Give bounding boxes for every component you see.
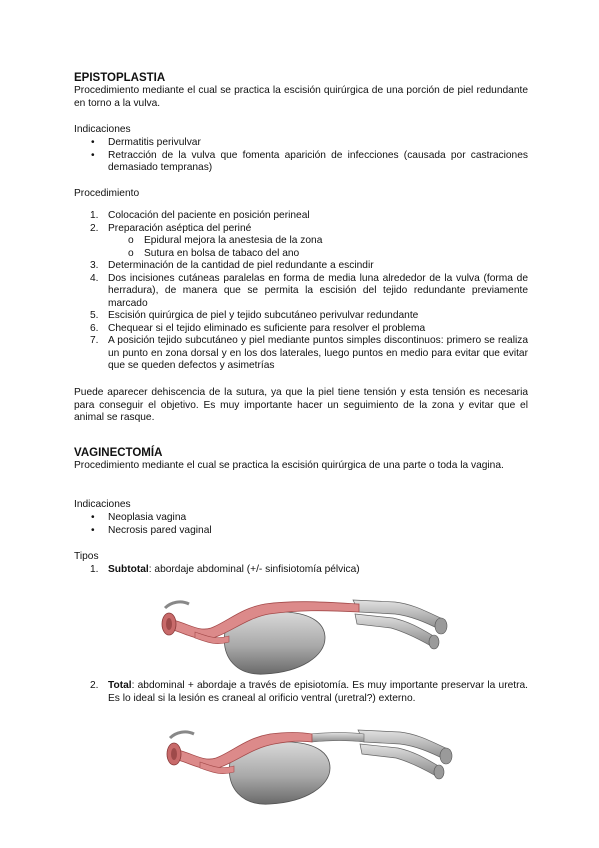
- list-item: o Sutura en bolsa de tabaco del ano: [128, 247, 300, 259]
- epistoplastia-indications-list: [74, 137, 528, 175]
- epistoplastia-steps-list: [74, 210, 528, 373]
- epistoplastia-indications-label: Indicaciones: [74, 124, 131, 135]
- list-item: 2. Preparación aséptica del periné: [90, 222, 252, 234]
- epistoplastia-definition: Procedimiento mediante el cual se practica la escisión quirúrgica de una porción de piel redundante en torno a la vulva.: [74, 85, 528, 109]
- vaginectomia-types-label: Tipos: [74, 551, 99, 562]
- vaginectomia-type-2: [74, 680, 528, 705]
- list-item: 2. Total: abdominal + abordaje a través de episiotomía. Es muy importante preservar la uretra. Es lo ideal si la lesión es craneal al orificio ventral (uretral?) externo.: [90, 680, 528, 704]
- subtotal-vaginectomy-illustration: [155, 590, 451, 680]
- list-item: • Retracción de la vulva que fomenta aparición de infecciones (causada por castraciones demasiado tempranas): [91, 149, 528, 173]
- list-item: 1. Colocación del paciente en posición perineal: [90, 210, 310, 221]
- vaginectomia-type-1: [74, 564, 528, 577]
- section-title-epistoplastia: EPISTOPLASTIA: [74, 72, 166, 84]
- vaginectomia-indications-label: Indicaciones: [74, 499, 131, 510]
- vaginectomia-definition: Procedimiento mediante el cual se practica la escisión quirúrgica de una parte o toda la vagina.: [74, 460, 504, 471]
- section-title-vaginectomia: VAGINECTOMÍA: [74, 447, 163, 459]
- list-item: 1. Subtotal: abordaje abdominal (+/- sinfisiotomía pélvica): [90, 564, 360, 575]
- list-item: 5. Escisión quirúrgica de piel y tejido subcutáneo perivulvar redundante: [90, 310, 419, 321]
- list-item: 6. Chequear si el tejido eliminado es suficiente para resolver el problema: [90, 322, 426, 334]
- epistoplastia-procedure-label: Procedimiento: [74, 188, 140, 199]
- list-item: • Dermatitis perivulvar: [91, 137, 201, 148]
- list-item: 4. Dos incisiones cutáneas paralelas en forma de media luna alrededor de la vulva (forma de herradura), de manera que se permita la escisión del tejido redundante previamente marcado: [90, 272, 528, 309]
- epistoplastia-note: Puede aparecer dehiscencia de la sutura, ya que la piel tiene tensión y esta tensión es necesaria para conseguir el objetivo. Es muy importante hacer un seguimiento de la zona y evitar que el animal se rasque.: [74, 387, 528, 423]
- list-item: 3. Determinación de la cantidad de piel redundante a escindir: [90, 260, 374, 271]
- list-item: • Neoplasia vagina: [91, 512, 187, 523]
- total-vaginectomy-illustration: [160, 718, 456, 808]
- vaginectomia-indications-list: [74, 512, 528, 537]
- list-item: 7. A posición tejido subcutáneo y piel mediante puntos simples discontinuos: primero se realiza un punto en zona dorsal y en los dos laterales, luego puntos en medio para evitar que evitar que se queden defectos y asimetrías: [90, 335, 528, 371]
- list-item: • Necrosis pared vaginal: [91, 524, 212, 536]
- list-item: o Epidural mejora la anestesia de la zona: [128, 235, 323, 246]
